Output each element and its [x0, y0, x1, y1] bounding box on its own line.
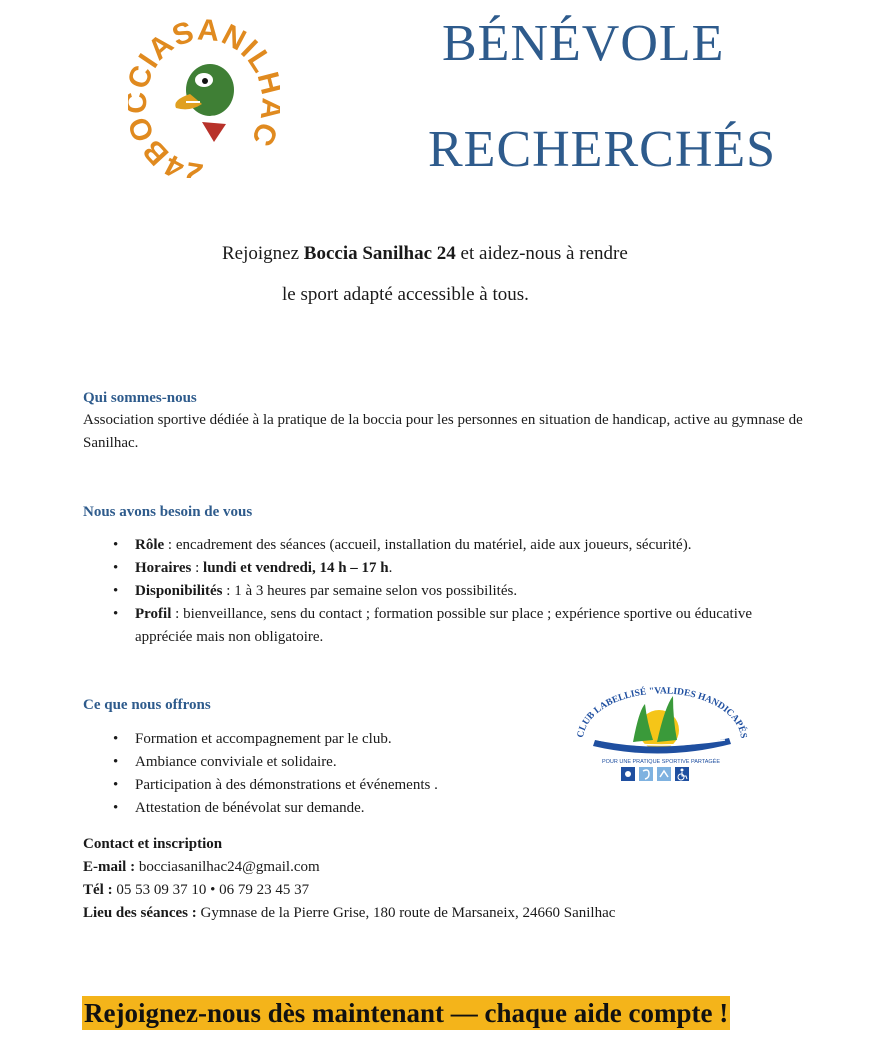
item-text: bienveillance, sens du contact ; formation possible sur place ; expérience sportive ou éducative appréciée mais non obligatoire. — [135, 606, 753, 645]
label-arc-text: CLUB LABELLISÉ "VALIDES HANDICAPÉS — [575, 686, 749, 740]
item-label: Rôle — [135, 537, 165, 553]
hearing-impairment-icon — [639, 767, 653, 781]
item-label: Horaires — [135, 560, 192, 576]
item-text: Ambiance conviviale et solidaire. — [135, 754, 337, 770]
contact-block — [83, 833, 615, 925]
list-item — [83, 603, 803, 649]
bullet: • — [113, 537, 119, 553]
mental-disability-icon — [657, 767, 671, 781]
item-label: Disponibilités — [135, 583, 223, 599]
section-heading-offer: Ce que nous offrons — [83, 697, 211, 713]
bullet: • — [113, 560, 119, 576]
item-text: 1 à 3 heures par semaine selon vos possibilités. — [234, 583, 518, 599]
item-text-bold: lundi et vendredi, 14 h – 17 h — [203, 560, 389, 576]
intro-line-1 — [222, 243, 628, 265]
item-text: encadrement des séances (accueil, installation du matériel, aide aux joueurs, sécurité). — [175, 537, 692, 553]
contact-place — [83, 902, 615, 925]
section-body-who: Association sportive dédiée à la pratique de la boccia pour les personnes en situation de handicap, active au gymnase de Sanilhac. — [83, 412, 803, 451]
bullet: • — [113, 800, 119, 816]
intro-prefix: Rejoignez — [222, 243, 304, 264]
place-value: Gymnase de la Pierre Grise, 180 route de Marsaneix, 24660 Sanilhac — [196, 905, 616, 921]
title-line-1: BÉNÉVOLE — [442, 15, 725, 72]
list-item — [83, 728, 543, 751]
item-after: . — [388, 560, 393, 576]
footer-call-to-action: Rejoignez-nous dès maintenant — chaque aide compte ! — [84, 998, 729, 1028]
list-item — [83, 751, 543, 774]
item-sep: : — [171, 606, 184, 622]
contact-heading — [83, 833, 615, 856]
place-label: Lieu des séances : — [83, 905, 197, 921]
list-item — [83, 557, 803, 580]
bullet: • — [113, 777, 119, 793]
bullet: • — [113, 606, 119, 622]
section-heading-who: Qui sommes-nous — [83, 390, 197, 406]
contact-email — [83, 856, 615, 879]
logo-ring-text: 24B IASANIL — [132, 18, 279, 178]
item-sep: : — [222, 583, 235, 599]
bullet: • — [113, 731, 119, 747]
section-heading-needs: Nous avons besoin de vous — [83, 504, 253, 520]
club-logo — [128, 18, 280, 178]
title-line-2: RECHERCHÉS — [428, 121, 777, 178]
wheelchair-icon — [675, 767, 689, 781]
item-sep: : — [164, 537, 176, 553]
list-item — [83, 774, 543, 797]
intro-suffix: et aidez-nous à rendre — [455, 243, 628, 264]
list-item — [83, 797, 543, 820]
visual-impairment-icon — [621, 767, 635, 781]
duck-mascot-icon — [128, 18, 280, 178]
item-text: Participation à des démonstrations et événements . — [135, 777, 438, 793]
item-sep: : — [191, 560, 204, 576]
list-item — [83, 534, 803, 557]
phone-label: Tél : — [83, 882, 113, 898]
bullet: • — [113, 754, 119, 770]
bullet: • — [113, 583, 119, 599]
list-item — [83, 580, 803, 603]
club-name: Boccia Sanilhac 24 — [303, 243, 456, 264]
item-text: Formation et accompagnement par le club. — [135, 731, 392, 747]
item-label: Profil — [135, 606, 172, 622]
label-valides-handicapes-logo — [565, 682, 757, 794]
label-sub-text: POUR UNE PRATIQUE SPORTIVE PARTAGÉE — [601, 759, 721, 765]
item-text: Attestation de bénévolat sur demande. — [135, 800, 365, 816]
offer-list — [83, 728, 543, 820]
contact-phone — [83, 879, 615, 902]
email-value[interactable]: bocciasanilhac24@gmail.com — [135, 859, 320, 875]
needs-list — [83, 534, 803, 649]
intro-line-2: le sport adapté accessible à tous. — [282, 284, 529, 305]
email-label: E-mail : — [83, 859, 136, 875]
contact-heading-text: Contact et inscription — [83, 836, 223, 852]
phone-value: 05 53 09 37 10 • 06 79 23 45 37 — [112, 882, 310, 898]
